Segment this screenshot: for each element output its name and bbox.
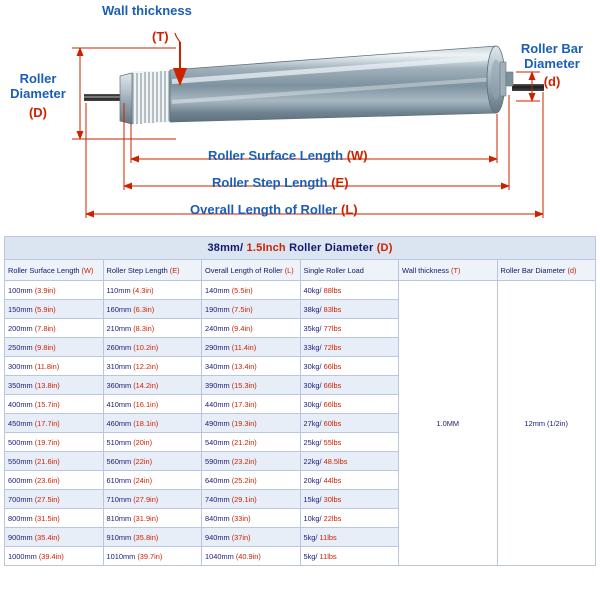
header-surface-length: Roller Surface Length (W) — [5, 260, 104, 281]
cell-surface-length: 1000mm (39.4in) — [5, 547, 104, 566]
label-roller-bar-diameter-symbol: (d) — [543, 73, 561, 89]
cell-overall-length: 190mm (7.5in) — [202, 300, 301, 319]
cell-surface-length: 600mm (23.6in) — [5, 471, 104, 490]
header-wall-thickness: Wall thickness (T) — [399, 260, 498, 281]
cell-overall-length: 140mm (5.5in) — [202, 281, 301, 300]
cell-overall-length: 540mm (21.2in) — [202, 433, 301, 452]
cell-roller-bar-diameter: 12mm (1/2in) — [497, 281, 596, 566]
cell-single-roller-load: 30kg/ 66lbs — [300, 376, 399, 395]
cell-step-length: 260mm (10.2in) — [103, 338, 202, 357]
roller-diagram — [0, 0, 600, 232]
cell-step-length: 710mm (27.9in) — [103, 490, 202, 509]
cell-step-length: 810mm (31.9in) — [103, 509, 202, 528]
cell-surface-length: 300mm (11.8in) — [5, 357, 104, 376]
cell-overall-length: 440mm (17.3in) — [202, 395, 301, 414]
cell-wall-thickness: 1.0MM — [399, 281, 498, 566]
cell-single-roller-load: 10kg/ 22lbs — [300, 509, 399, 528]
label-wall-thickness-symbol: (T) — [152, 29, 169, 44]
cell-surface-length: 100mm (3.9in) — [5, 281, 104, 300]
cell-surface-length: 250mm (9.8in) — [5, 338, 104, 357]
cell-step-length: 910mm (35.8in) — [103, 528, 202, 547]
cell-step-length: 360mm (14.2in) — [103, 376, 202, 395]
cell-overall-length: 340mm (13.4in) — [202, 357, 301, 376]
cell-step-length: 310mm (12.2in) — [103, 357, 202, 376]
spec-table-wrapper — [4, 236, 596, 566]
table-header-row — [5, 260, 596, 281]
cell-step-length: 510mm (20in) — [103, 433, 202, 452]
cell-surface-length: 200mm (7.8in) — [5, 319, 104, 338]
cell-single-roller-load: 5kg/ 11lbs — [300, 547, 399, 566]
cell-surface-length: 150mm (5.9in) — [5, 300, 104, 319]
header-step-length: Roller Step Length (E) — [103, 260, 202, 281]
cell-step-length: 460mm (18.1in) — [103, 414, 202, 433]
cell-surface-length: 550mm (21.6in) — [5, 452, 104, 471]
cell-single-roller-load: 27kg/ 60lbs — [300, 414, 399, 433]
table-body — [5, 281, 596, 566]
cell-single-roller-load: 30kg/ 66lbs — [300, 395, 399, 414]
table-title: 38mm/ 1.5Inch Roller Diameter (D) — [5, 237, 596, 260]
roller-body-group — [84, 46, 544, 124]
roller-spec-table — [4, 236, 596, 566]
cell-overall-length: 590mm (23.2in) — [202, 452, 301, 471]
cell-surface-length: 450mm (17.7in) — [5, 414, 104, 433]
cell-single-roller-load: 15kg/ 30lbs — [300, 490, 399, 509]
cell-single-roller-load: 35kg/ 77lbs — [300, 319, 399, 338]
cell-overall-length: 740mm (29.1in) — [202, 490, 301, 509]
roller-drawing — [0, 0, 600, 232]
cell-overall-length: 390mm (15.3in) — [202, 376, 301, 395]
cell-single-roller-load: 22kg/ 48.5lbs — [300, 452, 399, 471]
cell-step-length: 1010mm (39.7in) — [103, 547, 202, 566]
header-roller-bar-diameter: Roller Bar Diameter (d) — [497, 260, 596, 281]
table-row — [5, 281, 596, 300]
cell-step-length: 560mm (22in) — [103, 452, 202, 471]
cell-single-roller-load: 25kg/ 55lbs — [300, 433, 399, 452]
cell-surface-length: 500mm (19.7in) — [5, 433, 104, 452]
cell-overall-length: 490mm (19.3in) — [202, 414, 301, 433]
cell-single-roller-load: 40kg/ 88lbs — [300, 281, 399, 300]
cell-surface-length: 400mm (15.7in) — [5, 395, 104, 414]
cell-step-length: 210mm (8.3in) — [103, 319, 202, 338]
cell-surface-length: 350mm (13.8in) — [5, 376, 104, 395]
cell-surface-length: 800mm (31.5in) — [5, 509, 104, 528]
cell-overall-length: 940mm (37in) — [202, 528, 301, 547]
cell-step-length: 160mm (6.3in) — [103, 300, 202, 319]
cell-single-roller-load: 33kg/ 72lbs — [300, 338, 399, 357]
label-overall-length: Overall Length of Roller (L) — [190, 202, 358, 217]
label-roller-bar-diameter: Roller Bar Diameter (d) — [506, 42, 598, 90]
cell-single-roller-load: 38kg/ 83lbs — [300, 300, 399, 319]
label-wall-thickness-text: Wall thickness — [102, 3, 192, 18]
cell-overall-length: 290mm (11.4in) — [202, 338, 301, 357]
cell-single-roller-load: 20kg/ 44lbs — [300, 471, 399, 490]
label-roller-diameter-symbol: (D) — [28, 104, 48, 120]
cell-overall-length: 1040mm (40.9in) — [202, 547, 301, 566]
cell-surface-length: 700mm (27.5in) — [5, 490, 104, 509]
label-surface-length: Roller Surface Length (W) — [208, 148, 368, 163]
cell-single-roller-load: 5kg/ 11lbs — [300, 528, 399, 547]
cell-step-length: 410mm (16.1in) — [103, 395, 202, 414]
cell-overall-length: 640mm (25.2in) — [202, 471, 301, 490]
cell-single-roller-load: 30kg/ 66lbs — [300, 357, 399, 376]
header-overall-length: Overall Length of Roller (L) — [202, 260, 301, 281]
label-step-length: Roller Step Length (E) — [212, 175, 349, 190]
header-single-roller-load: Single Roller Load — [300, 260, 399, 281]
cell-overall-length: 840mm (33in) — [202, 509, 301, 528]
label-wall-thickness — [102, 4, 192, 19]
label-roller-diameter: Roller Diameter (D) — [4, 72, 72, 121]
cell-step-length: 110mm (4.3in) — [103, 281, 202, 300]
cell-overall-length: 240mm (9.4in) — [202, 319, 301, 338]
cell-step-length: 610mm (24in) — [103, 471, 202, 490]
cell-surface-length: 900mm (35.4in) — [5, 528, 104, 547]
